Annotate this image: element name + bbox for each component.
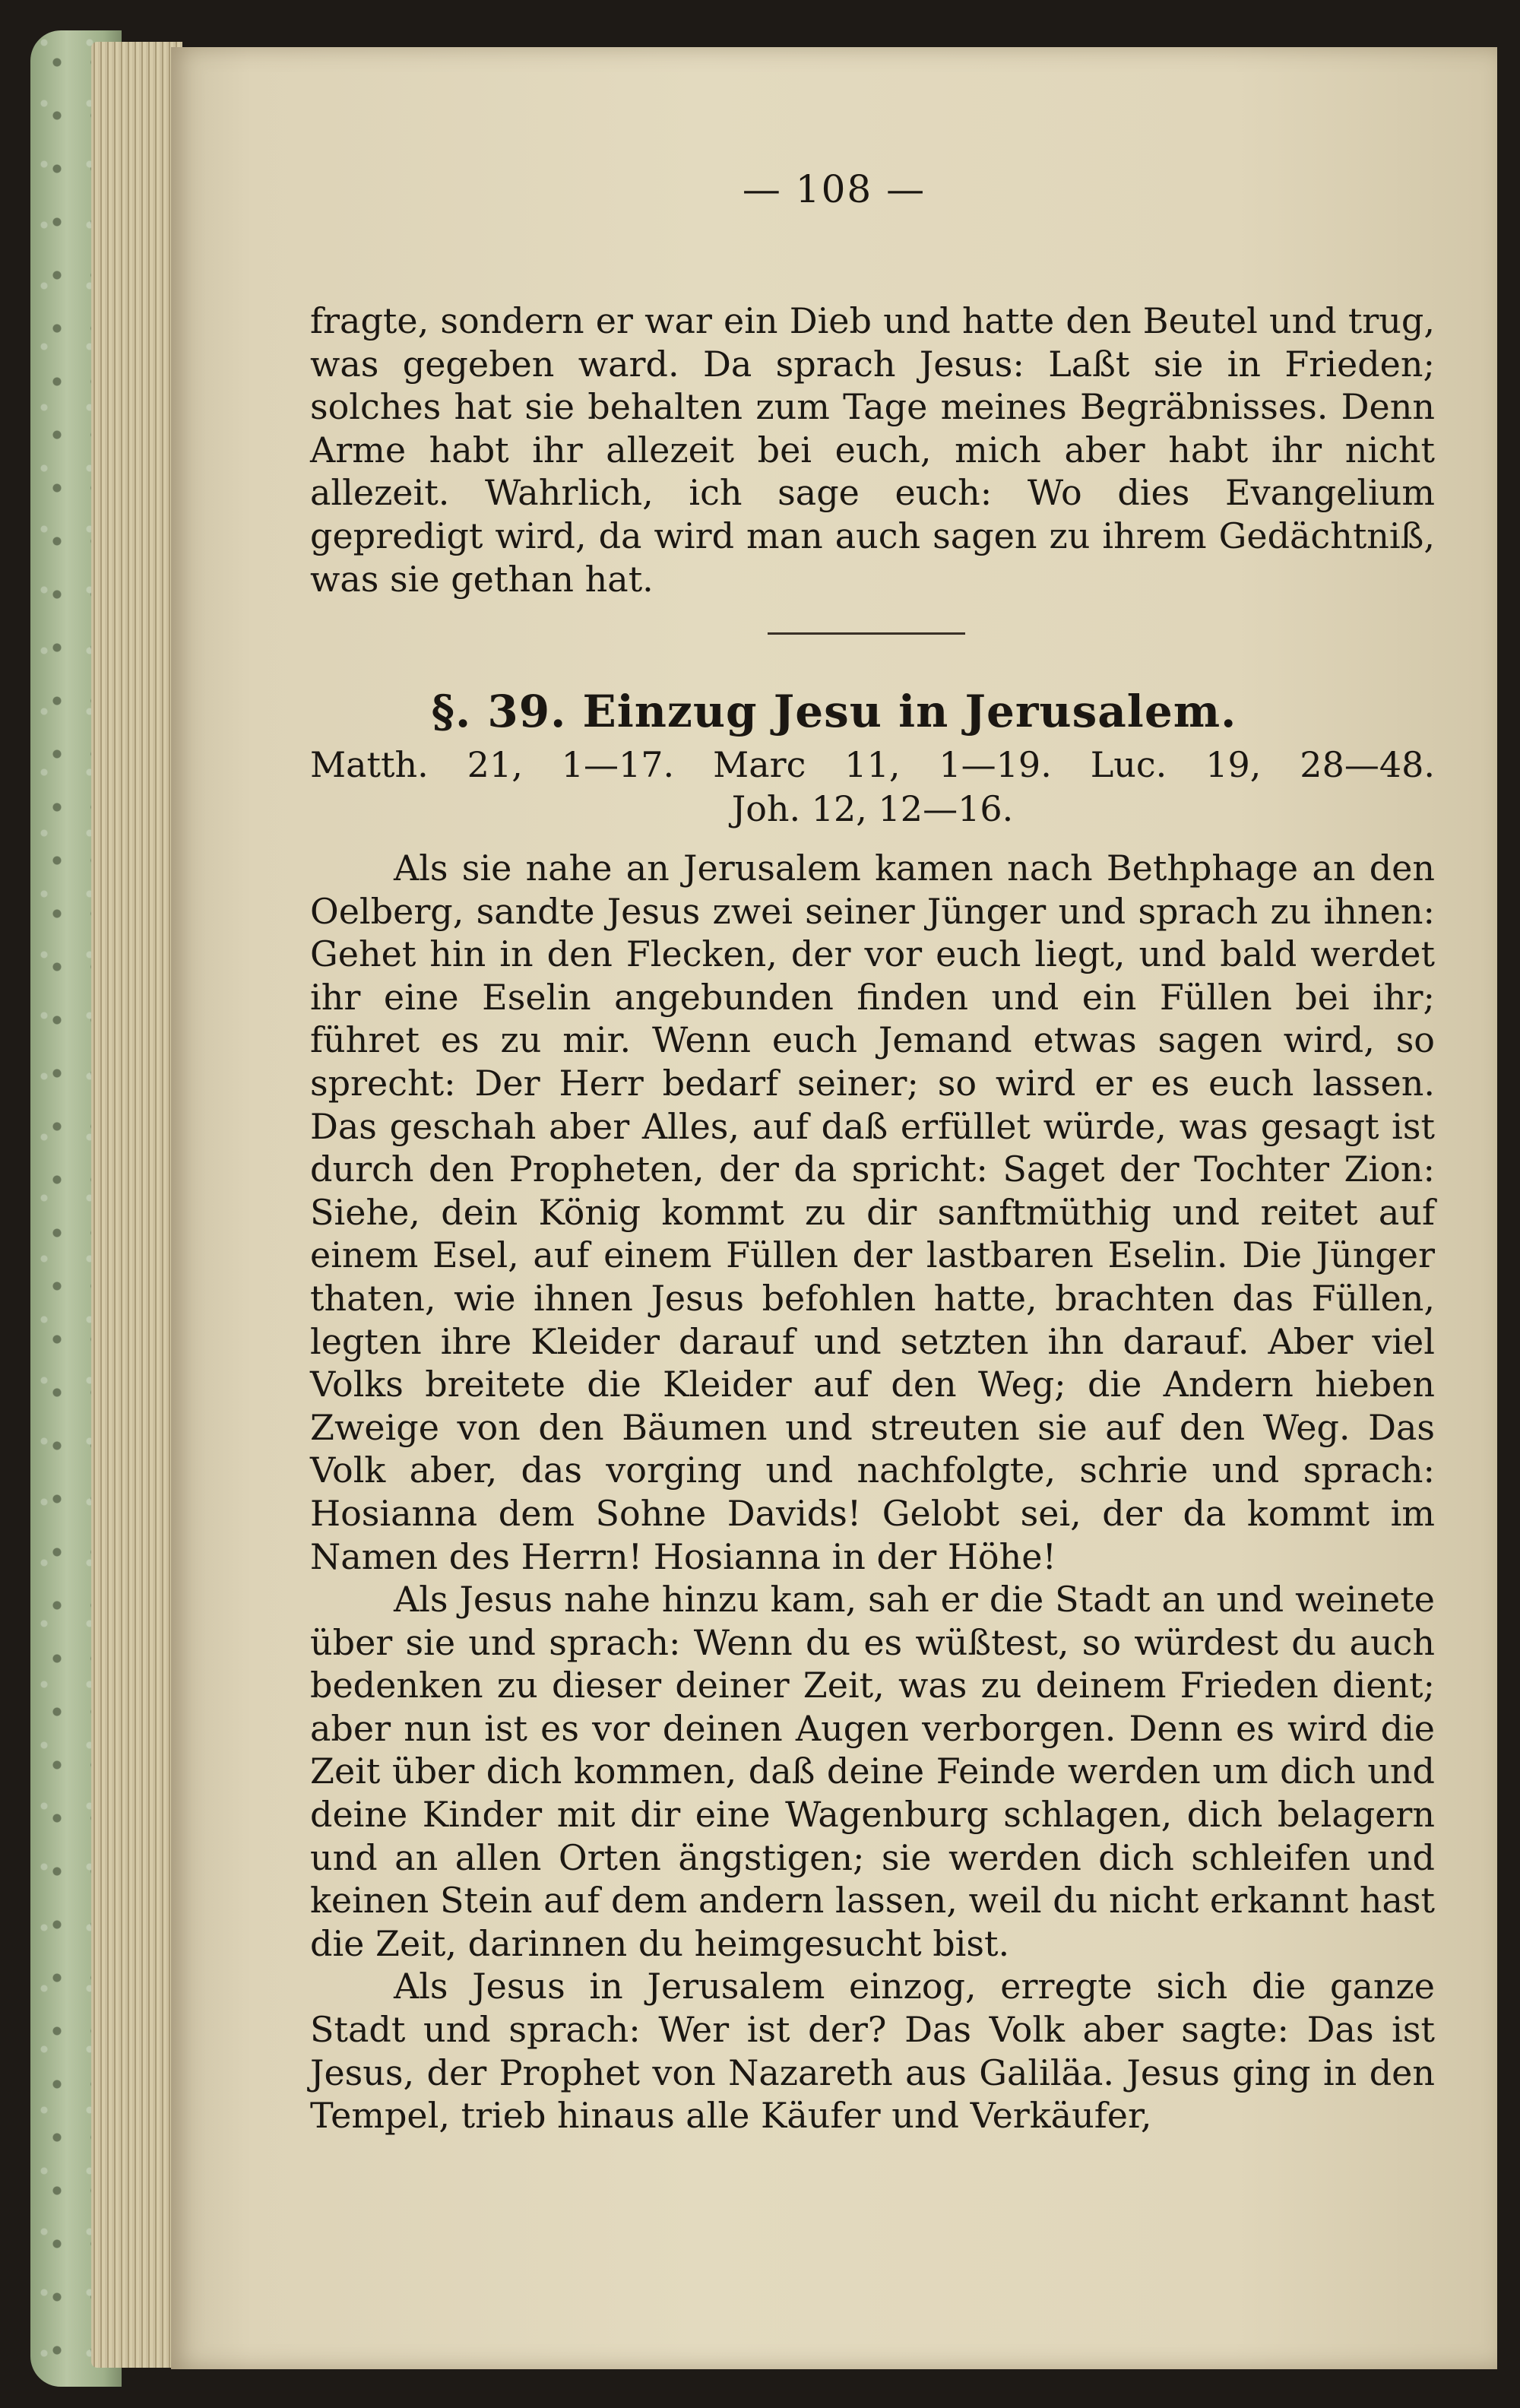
intro-paragraph: fragte, sondern er war ein Dieb und hatte den Beutel und trug, was gegeben ward. Da sprach Jesus: Laßt sie in Frieden; solches hat sie behalten zum Tage meines Begräbnisses. Denn Arme habt ihr allezeit bei euch, mich aber habt ihr nicht allezeit. Wahrlich, ich sage euch: Wo dies Evangelium gepredigt wird, da wird man auch sagen zu ihrem Gedächtniß, was sie gethan hat. — [310, 300, 1435, 600]
page-edges — [91, 42, 182, 2368]
paragraph-temple: Als Jesus in Jerusalem einzog, erregte sich die ganze Stadt und sprach: Wer ist der? Das Volk aber sagte: Das ist Jesus, der Prophet von Nazareth aus Galiläa. Jesus ging in den Tempel, trieb hinaus alle Käufer und Verkäufer, — [310, 1966, 1435, 2137]
body-text — [310, 847, 1435, 2137]
paragraph-entry: Als sie nahe an Jerusalem kamen nach Bethphage an den Oelberg, sandte Jesus zwei seiner Jünger und sprach zu ihnen: Gehet hin in den Flecken, der vor euch liegt, und bald werdet ihr eine Eselin angebunden finden und ein Füllen bei ihr; führet es zu mir. Wenn euch Jemand etwas sagen wird, so sprecht: Der Herr bedarf seiner; so wird er es euch lassen. Das geschah aber Alles, auf daß erfüllet würde, was gesagt ist durch den Propheten, der da spricht: Saget der Tochter Zion: Siehe, dein König kommt zu dir sanftmüthig und reitet auf einem Esel, auf einem Füllen der lastbaren Eselin. Die Jünger thaten, wie ihnen Jesus befohlen hatte, brachten das Füllen, legten ihre Kleider darauf und setzten ihn darauf. Aber viel Volks breitete die Kleider auf den Weg; die Andern hieben Zweige von den Bäumen und streuten sie auf den Weg. Das Volk aber, das vorging und nachfolgte, schrie und sprach: Hosianna dem Sohne Davids! Gelobt sei, der da kommt im Namen des Herrn! Hosianna in der Höhe! — [310, 848, 1435, 1577]
scripture-references-line2: Joh. 12, 12—16. — [731, 788, 1014, 829]
paragraph-lament: Als Jesus nahe hinzu kam, sah er die Stadt an und weinete über sie und sprach: Wenn du es wüßtest, so würdest du auch bedenken zu dieser deiner Zeit, was zu deinem Frieden dient; aber nun ist es vor deinen Augen verborgen. Denn es wird die Zeit über dich kommen, daß deine Feinde werden um dich und deine Kinder mit dir eine Wagenburg schlagen, dich belagern und an allen Orten ängstigen; sie werden dich schleifen und keinen Stein auf dem andern lassen, weil du nicht erkannt hast die Zeit, darinnen du heimgesucht bist. — [310, 1579, 1435, 1964]
page-number: — 108 — — [742, 167, 926, 211]
scripture-references-line1: Matth. 21, 1—17. Marc 11, 1—19. Luc. 19, 28—48. — [310, 744, 1435, 785]
intro-paragraph-block — [310, 299, 1435, 600]
section-divider — [768, 632, 965, 635]
section-heading: §. 39. Einzug Jesu in Jerusalem. — [431, 686, 1237, 737]
book-page — [171, 47, 1497, 2369]
